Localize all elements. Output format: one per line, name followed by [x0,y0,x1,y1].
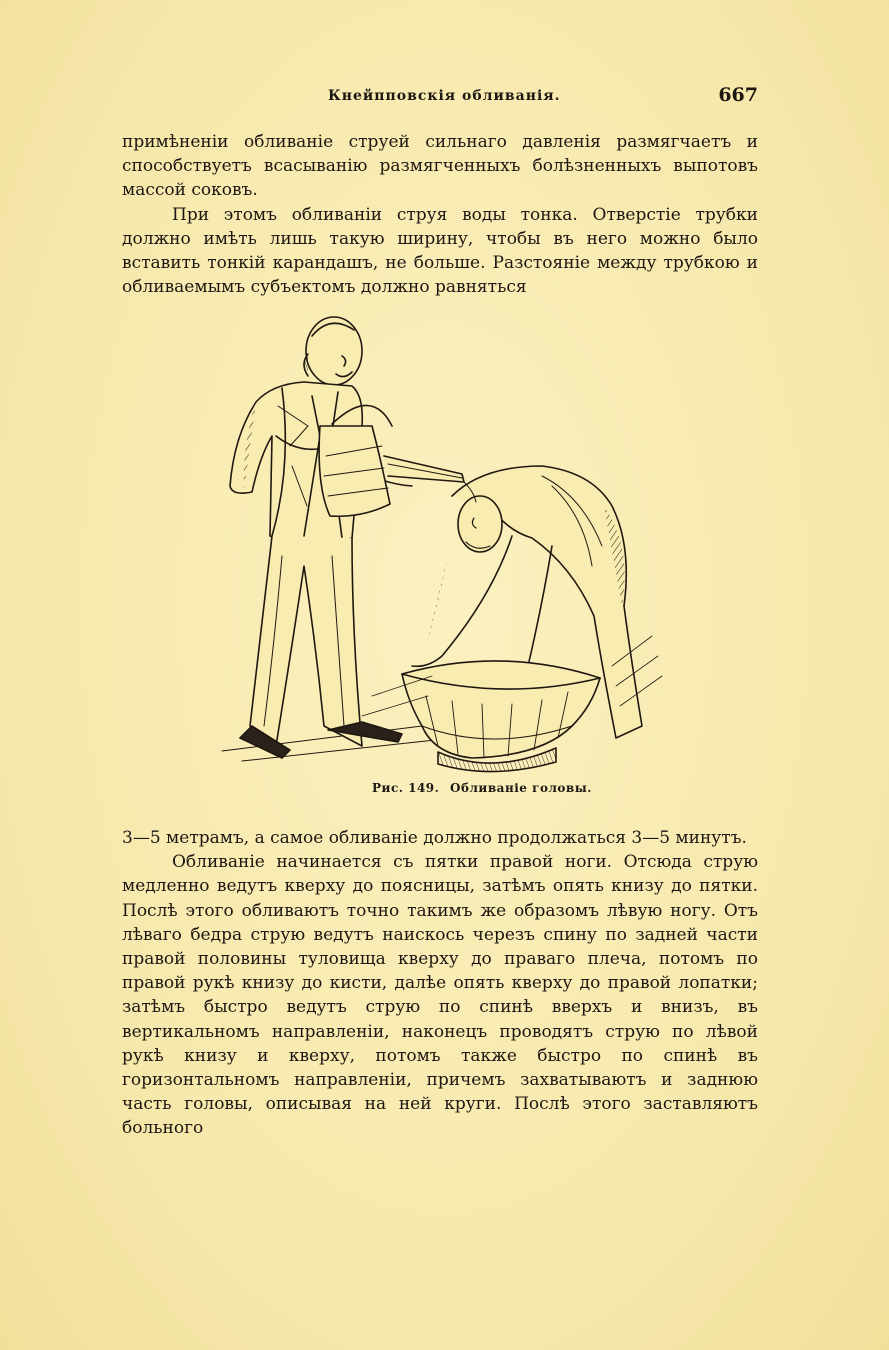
page-number: 667 [718,84,758,106]
text-block-bottom [122,826,758,1141]
caption-number: Рис. 149. [372,781,440,795]
figure-illustration [212,306,672,776]
figure-caption [122,781,842,795]
caption-title: Обливаніе головы. [450,781,592,795]
paragraph-continued: 3—5 метрамъ, а самое обливаніе должно продолжаться 3—5 минутъ. [122,828,747,848]
running-head [122,84,758,112]
paragraph: Обливаніе начинается съ пятки правой ноги. Отсюда струю медленно ведутъ кверху до поясницы, затѣмъ опять книзу до пятки. Послѣ этого обливаютъ точно такимъ же образомъ лѣвую ногу. Отъ лѣваго бедра струю ведутъ наискось черезъ спину по задней части правой половины туловища кверху до праваго плеча, потомъ по правой рукѣ книзу до кисти, далѣе опять кверху до правой лопатки; затѣмъ быстро ведутъ струю по спинѣ вверхъ и внизъ, въ вертикальномъ направленіи, наконецъ проводятъ струю по лѣвой рукѣ книзу и кверху, потомъ также быстро по спинѣ въ горизонтальномъ направленіи, причемъ захватываютъ и заднюю часть головы, описывая на ней круги. Послѣ этого заставляютъ больного [122,852,758,1139]
running-title: Кнейпповскія обливанія. [328,88,561,104]
text-block-top [122,130,758,299]
paragraph-continued: примѣненіи обливаніе струей сильнаго давленія размягчаетъ и способствуетъ всасыванію размягченныхъ болѣзненныхъ выпотовъ массой соковъ. [122,132,758,201]
paragraph: При этомъ обливаніи струя воды тонка. Отверстіе трубки должно имѣть лишь такую ширину, чтобы въ него можно было вставить тонкій карандашъ, не больше. Разстояніе между трубкою и обливаемымъ субъектомъ должно равняться [122,204,758,298]
engraving-head-douche-icon [212,306,672,776]
